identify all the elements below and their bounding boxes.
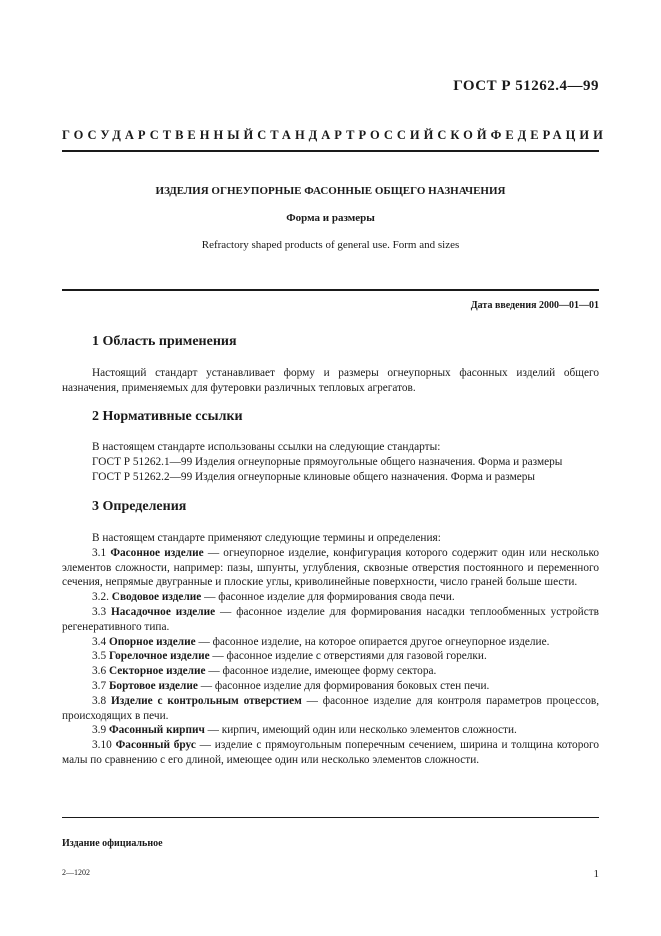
document-subtitle: Форма и размеры	[286, 212, 375, 224]
definition-item	[62, 605, 599, 635]
definition-term: Фасонный кирпич	[108, 724, 205, 737]
definition-term: Изделие с контрольным отверстием	[110, 694, 302, 707]
definition-item	[62, 694, 599, 724]
title-divider	[62, 289, 599, 291]
definition-text: — фасонное изделие с отверстиями для газовой горелки.	[212, 650, 487, 663]
definition-text: — изделие с прямоугольным поперечным сечением, ширина и толщина которого малы по сравнению с его длиной, имеющее один или несколько элементов сложности.	[62, 739, 599, 766]
reference-line: В настоящем стандарте использованы ссылки на следующие стандарты:	[92, 441, 441, 453]
definition-number: 3.9	[92, 724, 107, 737]
definition-item	[62, 679, 599, 694]
section-3-title: 3 Определения	[92, 499, 187, 514]
definition-item	[62, 723, 599, 738]
reference-line: ГОСТ Р 51262.1—99 Изделия огнеупорные прямоугольные общего назначения. Форма и размеры	[92, 456, 563, 468]
definition-number: 3.7	[92, 679, 107, 692]
definition-term: Фасонное изделие	[110, 546, 204, 559]
definition-text: — фасонное изделие для формирования свода печи.	[204, 591, 455, 604]
section-3-definitions	[62, 531, 599, 768]
section-1-text: Настоящий стандарт устанавливает форму и размеры огнеупорных фасонных изделий общего назначения, применяемых для футеровки различных тепловых агрегатов.	[62, 367, 599, 394]
section-1-title: 1 Область применения	[92, 334, 237, 349]
definition-item	[62, 546, 599, 590]
definition-text: — кирпич, имеющий один или несколько элементов сложности.	[207, 724, 517, 737]
introduction-date: Дата введения 2000—01—01	[470, 300, 599, 311]
definition-term: Опорное изделие	[108, 635, 196, 648]
definition-text: — фасонное изделие для формирования боковых стен печи.	[200, 679, 490, 692]
definition-text: — фасонное изделие, имеющее форму сектора.	[208, 665, 437, 678]
definition-item	[62, 664, 599, 679]
heading-word: СТАНДАРТ	[257, 128, 359, 142]
definition-item	[62, 590, 599, 605]
document-id: ГОСТ Р 51262.4—99	[453, 78, 599, 94]
section-2-title: 2 Нормативные ссылки	[92, 409, 243, 424]
reference-line: ГОСТ Р 51262.2—99 Изделия огнеупорные клиновые общего назначения. Форма и размеры	[92, 471, 535, 483]
definition-term: Горелочное изделие	[108, 650, 210, 663]
document-title: ИЗДЕЛИЯ ОГНЕУПОРНЫЕ ФАСОННЫЕ ОБЩЕГО НАЗНАЧЕНИЯ	[155, 185, 506, 197]
definition-text: — фасонное изделие для формирования насадки теплообменных устройств регенеративного типа.	[62, 605, 600, 633]
heading-word: ГОСУДАРСТВЕННЫЙ	[62, 128, 258, 142]
definition-item	[62, 738, 599, 768]
definition-number: 3.8	[92, 694, 107, 707]
terms-list	[62, 546, 599, 768]
definition-item	[62, 649, 599, 664]
definition-number: 3.1	[92, 546, 107, 559]
section-2-references	[92, 440, 562, 485]
definition-text: — фасонное изделие, на которое опирается другое огнеупорное изделие.	[198, 635, 550, 648]
definition-term: Секторное изделие	[108, 665, 206, 678]
print-code: 2—1202	[62, 868, 90, 877]
definition-number: 3.3	[92, 605, 107, 618]
definition-number: 3.6	[92, 665, 107, 678]
definition-term: Насадочное изделие	[111, 605, 216, 618]
english-title: Refractory shaped products of general use. Form and sizes	[201, 239, 460, 251]
definition-number: 3.2.	[92, 591, 109, 604]
definitions-intro: В настоящем стандарте применяют следующие термины и определения:	[92, 532, 441, 544]
footer-divider	[62, 817, 599, 818]
heading-word: ФЕДЕРАЦИИ	[490, 128, 607, 142]
official-edition-label: Издание официальное	[62, 838, 163, 849]
definition-number: 3.4	[92, 635, 107, 648]
definition-term: Фасонный брус	[115, 739, 196, 752]
definition-item	[62, 635, 599, 650]
definition-text: — фасонное изделие для контроля параметров процессов, происходящих в печи.	[62, 694, 600, 722]
definition-number: 3.10	[92, 739, 112, 752]
definition-number: 3.5	[92, 650, 107, 663]
definition-term: Бортовое изделие	[108, 679, 198, 692]
header-divider	[62, 150, 599, 152]
definition-text: — огнеупорное изделие, конфигурация которого содержит один или несколько элементов сложности, например: пазы, шпунты, углубления, сквозные отверстия постоянного и переменного сечения, непрямые двугранные и плоские углы, криволинейные поверхности, число граней больше шести.	[62, 546, 600, 589]
heading-word: РОССИЙСКОЙ	[358, 128, 491, 142]
page-number: 1	[593, 868, 599, 880]
state-standard-heading	[62, 128, 607, 143]
definition-term: Сводовое изделие	[111, 591, 202, 604]
